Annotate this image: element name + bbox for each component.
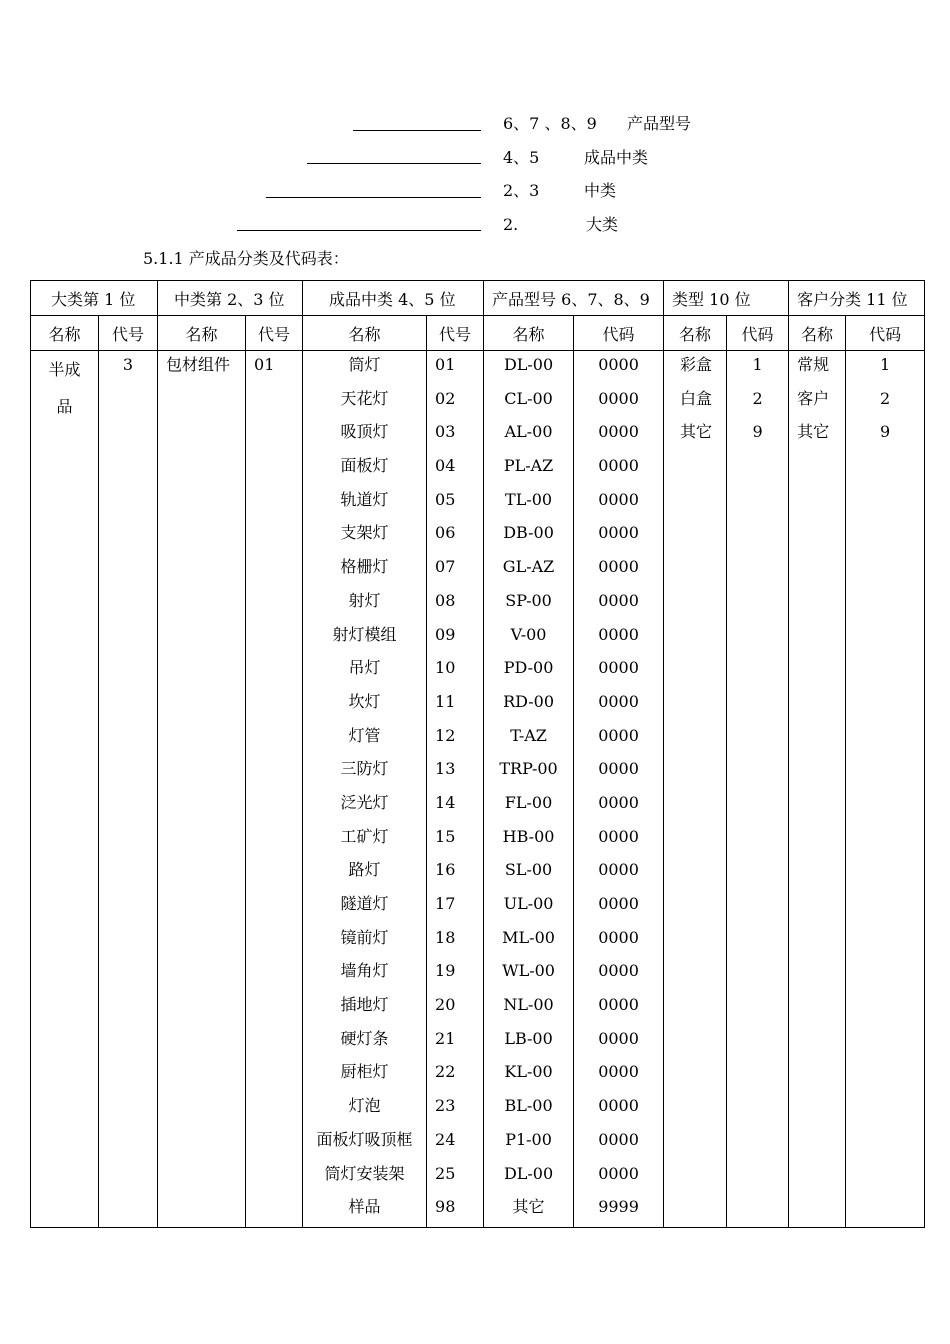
model-code: 0000: [598, 1028, 639, 1048]
model-code: 0000: [598, 456, 639, 476]
model-code: 0000: [598, 557, 639, 577]
product-code: 14: [435, 792, 456, 812]
table-body-row: [31, 351, 925, 1228]
major-code: 3: [122, 355, 134, 374]
product-name: 厨柜灯: [340, 1062, 389, 1082]
product-code: 03: [435, 422, 456, 442]
header-customer: 客户分类 11 位: [789, 281, 925, 316]
customer-name: 客户: [797, 388, 830, 408]
sub-header-code: 代码: [574, 316, 664, 351]
product-code: 01: [435, 355, 456, 374]
product-name: 灯泡: [348, 1096, 381, 1116]
model-name: V-00: [510, 624, 547, 644]
model-code: 0000: [598, 489, 639, 509]
customer-code: 2: [879, 388, 891, 408]
customer-name-cell: [789, 351, 846, 1228]
type-name: 其它: [680, 422, 713, 442]
model-code: 0000: [598, 894, 639, 913]
customer-name: 其它: [797, 422, 830, 442]
sub-header-code: 代号: [99, 316, 158, 351]
product-name: 天花灯: [340, 388, 389, 408]
model-name: WL-00: [502, 961, 555, 981]
header-product-model: 产品型号 6、7、8、9: [484, 281, 664, 316]
model-code: 0000: [598, 422, 639, 442]
legend-line-4: [237, 230, 481, 231]
product-name: 硬灯条: [340, 1028, 389, 1048]
legend-digits-1: 6、7 、8、9: [503, 114, 597, 133]
model-code: 0000: [598, 1062, 639, 1082]
type-name-cell: [664, 351, 727, 1228]
sub-header-name: 名称: [484, 316, 574, 351]
product-code: 22: [435, 1062, 456, 1082]
product-code: 12: [435, 725, 456, 745]
model-code: 0000: [598, 759, 639, 779]
model-name: CL-00: [504, 388, 553, 408]
product-code: 24: [435, 1129, 456, 1149]
product-code: 15: [435, 826, 456, 846]
sub-header-code: 代码: [727, 316, 789, 351]
mid-name: 包材组件: [166, 355, 231, 374]
product-code: 20: [435, 995, 456, 1015]
header-mid-class: 中类第 2、3 位: [158, 281, 303, 316]
legend-label-4: 大类: [586, 215, 619, 234]
product-name: 筒灯安装架: [324, 1163, 405, 1183]
product-name: 轨道灯: [340, 489, 389, 509]
legend-digits-3: 2、3: [503, 181, 540, 200]
model-name: KL-00: [504, 1062, 553, 1082]
product-name: 路灯: [348, 860, 381, 880]
model-code: 0000: [598, 860, 639, 880]
product-code: 19: [435, 961, 456, 981]
legend-digits-2: 4、5: [503, 148, 540, 167]
legend-digits-4: 2.: [503, 215, 519, 234]
sub-header-code: 代号: [427, 316, 484, 351]
legend-line-3: [266, 197, 481, 198]
major-name: 半成品: [48, 360, 81, 416]
sub-header-name: 名称: [789, 316, 846, 351]
model-name: P1-00: [505, 1129, 552, 1149]
product-name: 面板灯吸顶框: [316, 1129, 413, 1149]
model-name: AL-00: [504, 422, 553, 442]
sub-header-name: 名称: [664, 316, 727, 351]
legend-label-2: 成品中类: [584, 148, 649, 167]
header-major-class: 大类第 1 位: [31, 281, 158, 316]
model-code: 0000: [598, 1163, 639, 1183]
model-code: 0000: [598, 826, 639, 846]
legend-label-3: 中类: [584, 181, 617, 200]
product-code: 09: [435, 624, 456, 644]
model-code: 0000: [598, 927, 639, 947]
model-code: 0000: [598, 590, 639, 610]
sub-header-code: 代码: [846, 316, 925, 351]
model-name: ML-00: [502, 927, 555, 947]
product-code: 05: [435, 489, 456, 509]
model-name: HB-00: [502, 826, 555, 846]
product-code-cell: [427, 351, 484, 1228]
model-code: 0000: [598, 1096, 639, 1116]
mid-code: 01: [254, 355, 275, 374]
product-name: 支架灯: [340, 523, 389, 543]
model-name: GL-AZ: [502, 557, 555, 577]
model-code: 0000: [598, 792, 639, 812]
model-name: BL-00: [504, 1096, 553, 1116]
model-code: 9999: [598, 1197, 639, 1217]
product-name: 工矿灯: [340, 826, 389, 846]
type-name: 彩盒: [680, 355, 713, 374]
model-name: UL-00: [503, 894, 554, 913]
product-code: 21: [435, 1028, 456, 1048]
sub-header-code: 代号: [246, 316, 303, 351]
product-code: 13: [435, 759, 456, 779]
customer-code: 1: [879, 355, 891, 374]
customer-name: 常规: [797, 355, 830, 374]
product-name: 泛光灯: [340, 792, 389, 812]
major-name-cell: [31, 351, 99, 1228]
product-name: 插地灯: [340, 995, 389, 1015]
product-name: 坎灯: [348, 691, 381, 711]
product-code: 16: [435, 860, 456, 880]
model-name: NL-00: [503, 995, 554, 1015]
model-code: 0000: [598, 725, 639, 745]
model-code: 0000: [598, 388, 639, 408]
model-name: FL-00: [504, 792, 553, 812]
product-code: 04: [435, 456, 456, 476]
product-name: 灯管: [348, 725, 381, 745]
model-code: 0000: [598, 355, 639, 374]
model-name: DL-00: [503, 1163, 554, 1183]
model-name: DL-00: [503, 355, 554, 374]
group-header-row: [31, 281, 925, 316]
sub-header-row: [31, 316, 925, 351]
type-code: 2: [752, 388, 763, 408]
product-code: 98: [435, 1197, 456, 1217]
header-product-category: 成品中类 4、5 位: [303, 281, 484, 316]
product-code: 17: [435, 894, 456, 913]
customer-code: 9: [879, 422, 891, 442]
product-code: 18: [435, 927, 456, 947]
table-caption: 5.1.1 产成品分类及代码表：: [143, 249, 349, 268]
model-name: TRP-00: [499, 759, 558, 779]
product-code: 23: [435, 1096, 456, 1116]
legend-label-1: 产品型号: [627, 114, 692, 133]
product-name: 射灯: [348, 590, 381, 610]
model-name: T-AZ: [510, 725, 547, 745]
product-code: 02: [435, 388, 456, 408]
product-code: 07: [435, 557, 456, 577]
legend-line-2: [307, 163, 481, 164]
product-code: 10: [435, 658, 456, 678]
product-name: 吸顶灯: [340, 422, 389, 442]
model-name: PL-AZ: [503, 456, 554, 476]
mid-code-cell: [246, 351, 303, 1228]
product-name: 样品: [348, 1197, 381, 1217]
product-name: 筒灯: [348, 355, 381, 374]
model-name: LB-00: [504, 1028, 553, 1048]
type-code: 1: [752, 355, 763, 374]
model-name: SL-00: [504, 860, 553, 880]
product-name: 镜前灯: [340, 927, 389, 947]
product-code: 11: [435, 691, 456, 711]
sub-header-name: 名称: [303, 316, 427, 351]
legend-line-1: [353, 130, 481, 131]
sub-header-name: 名称: [31, 316, 99, 351]
product-name: 三防灯: [340, 759, 389, 779]
model-code-cell: [574, 351, 664, 1228]
code-structure-legend: [0, 0, 950, 240]
product-name: 格栅灯: [340, 557, 389, 577]
model-code: 0000: [598, 658, 639, 678]
type-code-cell: [727, 351, 789, 1228]
product-name: 吊灯: [348, 658, 381, 678]
header-type: 类型 10 位: [664, 281, 789, 316]
product-code: 25: [435, 1163, 456, 1183]
mid-name-cell: [158, 351, 246, 1228]
product-code: 06: [435, 523, 456, 543]
model-name-cell: [484, 351, 574, 1228]
model-code: 0000: [598, 624, 639, 644]
model-name: DB-00: [503, 523, 554, 543]
model-name: RD-00: [503, 691, 555, 711]
product-name: 面板灯: [340, 456, 389, 476]
customer-code-cell: [846, 351, 925, 1228]
product-code-table: [30, 280, 925, 1228]
model-name: 其它: [512, 1197, 545, 1217]
product-code: 08: [435, 590, 456, 610]
model-name: TL-00: [505, 489, 553, 509]
product-name: 射灯模组: [332, 624, 397, 644]
major-code-cell: [99, 351, 158, 1228]
sub-header-name: 名称: [158, 316, 246, 351]
model-code: 0000: [598, 691, 639, 711]
model-name: SP-00: [505, 590, 552, 610]
model-code: 0000: [598, 961, 639, 981]
product-name: 隧道灯: [340, 894, 389, 913]
type-name: 白盒: [680, 388, 713, 408]
model-code: 0000: [598, 995, 639, 1015]
model-code: 0000: [598, 1129, 639, 1149]
type-code: 9: [752, 422, 763, 442]
product-name-cell: [303, 351, 427, 1228]
model-code: 0000: [598, 523, 639, 543]
product-name: 墙角灯: [340, 961, 389, 981]
model-name: PD-00: [503, 658, 554, 678]
